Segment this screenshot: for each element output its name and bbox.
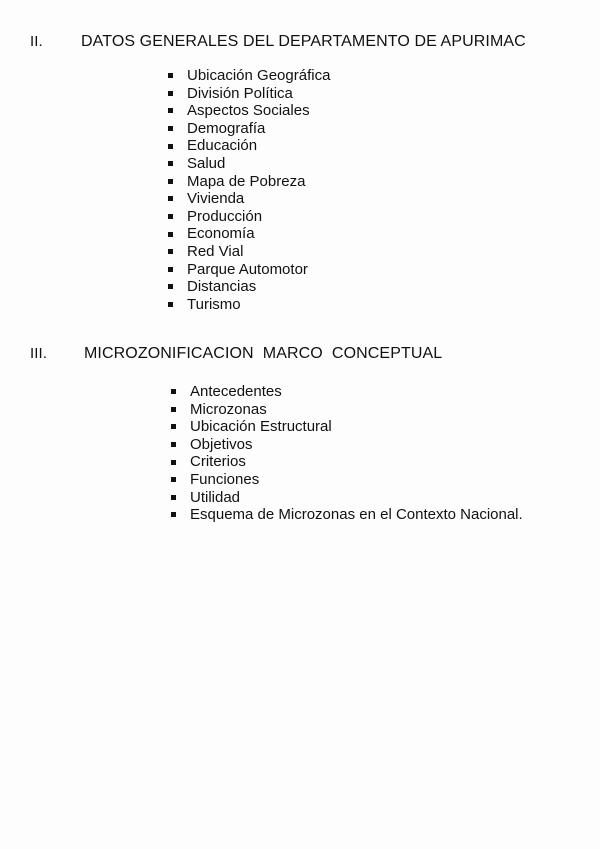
list-item: Criterios xyxy=(171,453,523,471)
bullet-icon xyxy=(168,232,173,237)
list-item: Educación xyxy=(168,137,330,155)
bullet-icon xyxy=(171,389,176,394)
bullet-icon xyxy=(168,267,173,272)
section-ii-list xyxy=(168,67,330,313)
bullet-icon xyxy=(168,302,173,307)
list-item: Aspectos Sociales xyxy=(168,102,330,120)
bullet-icon xyxy=(168,214,173,219)
bullet-icon xyxy=(171,495,176,500)
list-item: Microzonas xyxy=(171,401,523,419)
list-item: División Política xyxy=(168,85,330,103)
section-iii-heading xyxy=(30,345,442,363)
section-ii-number: II. xyxy=(30,33,43,50)
list-item: Red Vial xyxy=(168,243,330,261)
list-item: Utilidad xyxy=(171,489,523,507)
bullet-icon xyxy=(168,179,173,184)
bullet-icon xyxy=(168,126,173,131)
bullet-icon xyxy=(171,512,176,517)
list-item: Ubicación Estructural xyxy=(171,418,523,436)
bullet-icon xyxy=(168,108,173,113)
list-item: Mapa de Pobreza xyxy=(168,173,330,191)
bullet-icon xyxy=(168,91,173,96)
section-iii-number: III. xyxy=(30,345,48,362)
section-ii-heading xyxy=(30,33,526,51)
bullet-icon xyxy=(171,442,176,447)
list-item: Distancias xyxy=(168,278,330,296)
list-item: Economía xyxy=(168,225,330,243)
list-item: Ubicación Geográfica xyxy=(168,67,330,85)
bullet-icon xyxy=(168,284,173,289)
bullet-icon xyxy=(168,249,173,254)
section-ii-title: DATOS GENERALES DEL DEPARTAMENTO DE APURIMAC xyxy=(81,33,526,50)
bullet-icon xyxy=(168,196,173,201)
bullet-icon xyxy=(168,73,173,78)
list-item: Salud xyxy=(168,155,330,173)
list-item: Antecedentes xyxy=(171,383,523,401)
bullet-icon xyxy=(171,407,176,412)
list-item: Demografía xyxy=(168,120,330,138)
section-iii-list xyxy=(171,383,523,524)
list-item: Vivienda xyxy=(168,190,330,208)
bullet-icon xyxy=(171,477,176,482)
bullet-icon xyxy=(171,424,176,429)
bullet-icon xyxy=(171,460,176,465)
bullet-icon xyxy=(168,144,173,149)
section-iii-title: MICROZONIFICACION MARCO CONCEPTUAL xyxy=(84,345,443,362)
list-item: Producción xyxy=(168,208,330,226)
list-item: Esquema de Microzonas en el Contexto Nacional. xyxy=(171,506,523,524)
bullet-icon xyxy=(168,161,173,166)
list-item: Objetivos xyxy=(171,436,523,454)
list-item: Funciones xyxy=(171,471,523,489)
list-item: Parque Automotor xyxy=(168,261,330,279)
list-item: Turismo xyxy=(168,296,330,314)
